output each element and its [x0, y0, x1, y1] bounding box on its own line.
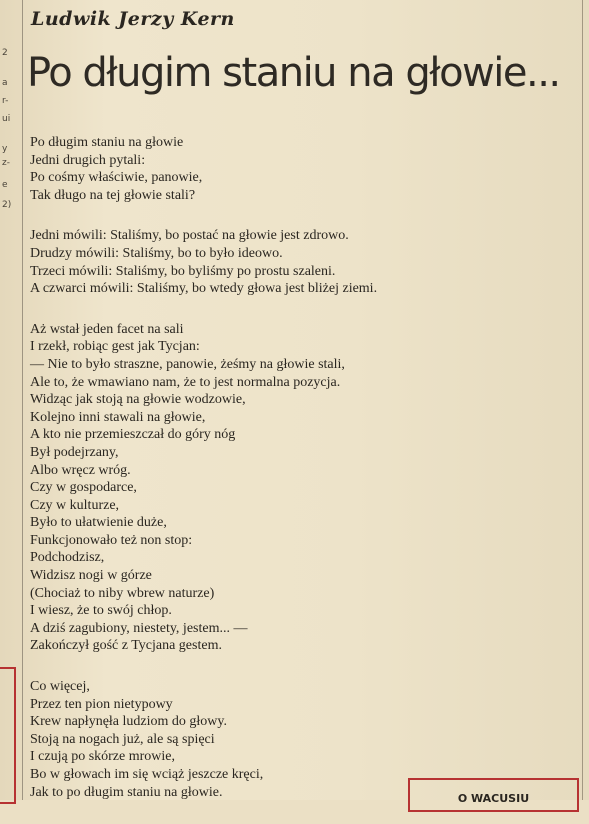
poem-line: I wiesz, że to swój chłop.	[30, 603, 172, 619]
article-title: Po długim staniu na głowie...	[27, 50, 560, 96]
poem-line: Jedni mówili: Staliśmy, bo postać na głowie jest zdrowo.	[30, 228, 349, 244]
margin-fragment: z-	[2, 158, 10, 168]
poem-line: Czy w gospodarce,	[30, 480, 137, 496]
poem-line: A dziś zagubiony, niestety, jestem... —	[30, 620, 248, 636]
column-rule	[582, 0, 583, 800]
poem-line: I czują po skórze mrowie,	[30, 749, 175, 765]
poem-stanza	[30, 134, 578, 204]
poem-line: Czy w kulturze,	[30, 497, 120, 513]
poem-line: I rzekł, robiąc gest jak Tycjan:	[30, 339, 200, 355]
poem-line: Co więcej,	[30, 679, 90, 695]
poem-line: Jak to po długim staniu na głowie.	[30, 784, 223, 800]
margin-fragment: y	[2, 144, 8, 154]
poem-line: Funkcjonowało też non stop:	[30, 532, 193, 548]
poem-line: Widząc jak stoją na głowie wodzowie,	[30, 392, 246, 408]
poem-body	[30, 134, 578, 824]
margin-fragment: ui	[2, 114, 11, 124]
next-article-title: O WACUSIU	[457, 792, 530, 805]
poem-line: Jedni drugich pytali:	[30, 152, 146, 168]
poem-line: Ale to, że wmawiano nam, że to jest normalna pozycja.	[30, 374, 341, 390]
left-red-frame	[0, 667, 16, 804]
poem-line: Albo wręcz wróg.	[30, 462, 131, 478]
poem-line: Drudzy mówili: Staliśmy, bo to było ideowo.	[30, 245, 283, 261]
poem-line: Zakończył gość z Tycjana gestem.	[30, 638, 222, 654]
poem-line: A kto nie przemieszczał do góry nóg	[30, 427, 236, 443]
poem-line: Widzisz nogi w górze	[30, 568, 152, 584]
margin-fragment: 2)	[2, 200, 12, 210]
poem-line: Trzeci mówili: Staliśmy, bo byliśmy po prostu szaleni.	[30, 263, 336, 279]
margin-fragment: 2	[2, 48, 8, 58]
margin-fragment: r-	[2, 96, 9, 106]
article-author: Ludwik Jerzy Kern	[31, 8, 235, 30]
next-article-box	[408, 778, 579, 812]
poem-line: Było to ułatwienie duże,	[30, 515, 167, 531]
poem-line: A czwarci mówili: Staliśmy, bo wtedy głowa jest bliżej ziemi.	[30, 281, 378, 297]
poem-line: Kolejno inni stawali na głowie,	[30, 409, 206, 425]
poem-line: Tak długo na tej głowie stali?	[30, 187, 196, 203]
poem-line: Podchodzisz,	[30, 550, 105, 566]
poem-stanza	[30, 321, 578, 655]
poem-line: Aż wstał jeden facet na sali	[30, 321, 184, 337]
poem-line: Był podejrzany,	[30, 444, 119, 460]
margin-fragment: a	[2, 78, 8, 88]
poem-line: Przez ten pion nietypowy	[30, 696, 173, 712]
poem-line: (Chociaż to niby wbrew naturze)	[30, 585, 215, 601]
poem-stanza	[30, 227, 578, 297]
poem-line: Po cośmy właściwie, panowie,	[30, 170, 203, 186]
poem-line: Po długim staniu na głowie	[30, 135, 184, 150]
poem-line: Krew napłynęła ludziom do głowy.	[30, 714, 227, 730]
margin-fragment: e	[2, 180, 8, 190]
poem-line: Stoją na nogach już, ale są spięci	[30, 731, 215, 747]
poem-line: — Nie to było straszne, panowie, żeśmy na głowie stali,	[30, 356, 345, 372]
poem-line: Bo w głowach im się wciąż jeszcze kręci,	[30, 767, 264, 782]
